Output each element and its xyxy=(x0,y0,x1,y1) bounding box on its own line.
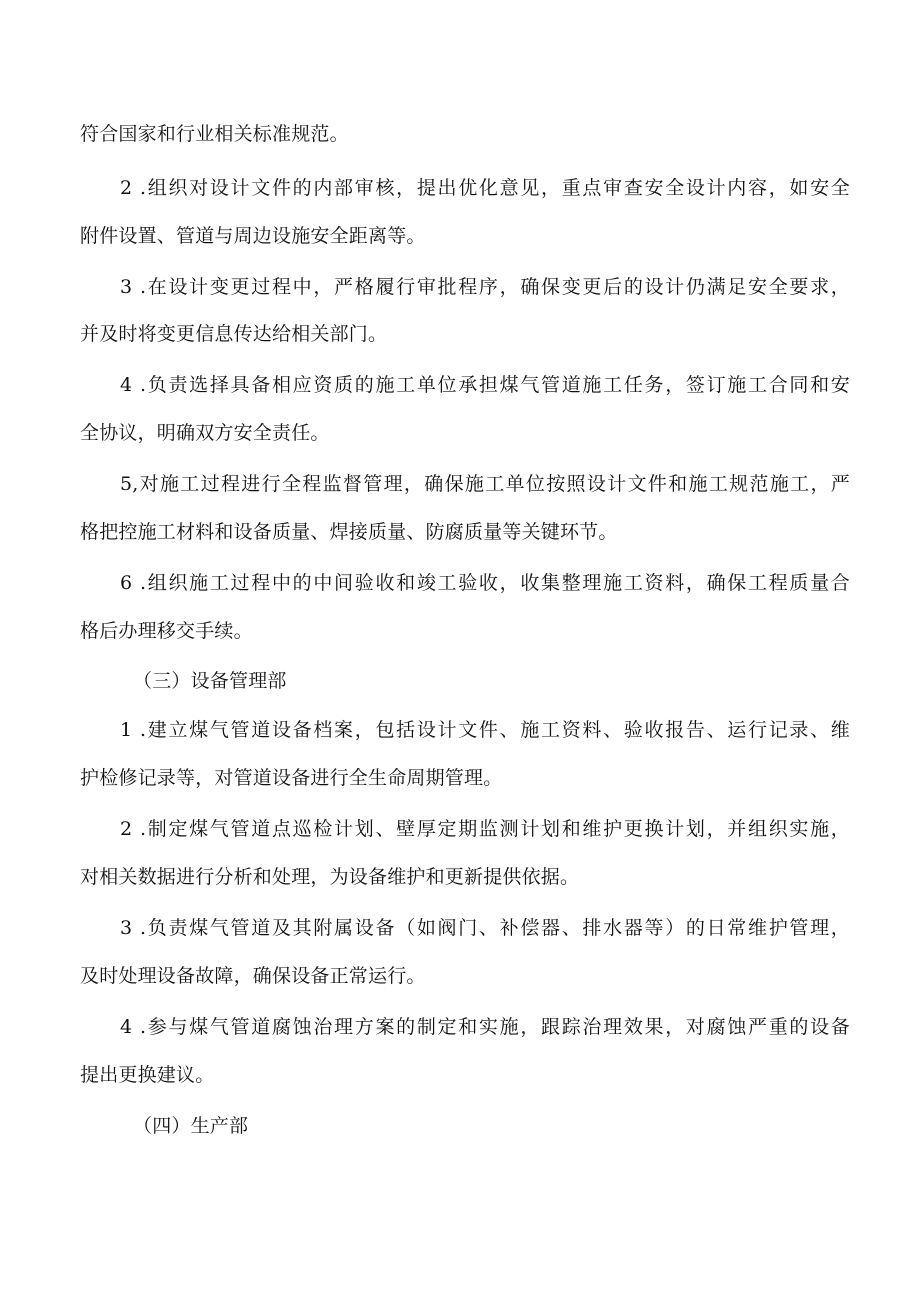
paragraph-line: 6 .组织施工过程中的中间验收和竣工验收，收集整理施工资料，确保工程质量合 xyxy=(120,572,850,594)
paragraph-line: 符合国家和行业相关标准规范。 xyxy=(80,123,349,145)
paragraph-line: 4 .负责选择具备相应资质的施工单位承担煤气管道施工任务，签订施工合同和安 xyxy=(120,374,850,396)
paragraph-line: 3 .负责煤气管道及其附属设备（如阀门、补偿器、排水器等）的日常维护管理， xyxy=(120,917,850,939)
paragraph-line: 1 .建立煤气管道设备档案，包括设计文件、施工资料、验收报告、运行记录、维 xyxy=(120,719,850,741)
paragraph-line: 2 .制定煤气管道点巡检计划、壁厚定期监测计划和维护更换计划，并组织实施， xyxy=(120,818,850,840)
paragraph-line: 对相关数据进行分析和处理，为设备维护和更新提供依据。 xyxy=(80,866,580,888)
paragraph-line: 附件设置、管道与周边设施安全距离等。 xyxy=(80,225,426,247)
paragraph-line: 格后办理移交手续。 xyxy=(80,620,253,642)
paragraph-line: 3 .在设计变更过程中，严格履行审批程序，确保变更后的设计仍满足安全要求， xyxy=(120,276,850,298)
paragraph-line: 格把控施工材料和设备质量、焊接质量、防腐质量等关键环节。 xyxy=(80,521,618,543)
section-heading: （四）生产部 xyxy=(133,1115,249,1137)
paragraph-line: 4 .参与煤气管道腐蚀治理方案的制定和实施，跟踪治理效果，对腐蚀严重的设备 xyxy=(120,1016,850,1038)
section-heading: （三）设备管理部 xyxy=(133,670,287,692)
paragraph-line: 5,对施工过程进行全程监督管理，确保施工单位按照设计文件和施工规范施工，严 xyxy=(120,473,850,495)
paragraph-line: 并及时将变更信息传达给相关部门。 xyxy=(80,323,388,345)
paragraph-line: 护检修记录等，对管道设备进行全生命周期管理。 xyxy=(80,767,503,789)
paragraph-line: 2 .组织对设计文件的内部审核，提出优化意见，重点审查安全设计内容，如安全 xyxy=(120,177,850,199)
paragraph-line: 全协议，明确双方安全责任。 xyxy=(80,422,330,444)
paragraph-line: 及时处理设备故障，确保设备正常运行。 xyxy=(80,965,426,987)
paragraph-line: 提出更换建议。 xyxy=(80,1064,215,1086)
